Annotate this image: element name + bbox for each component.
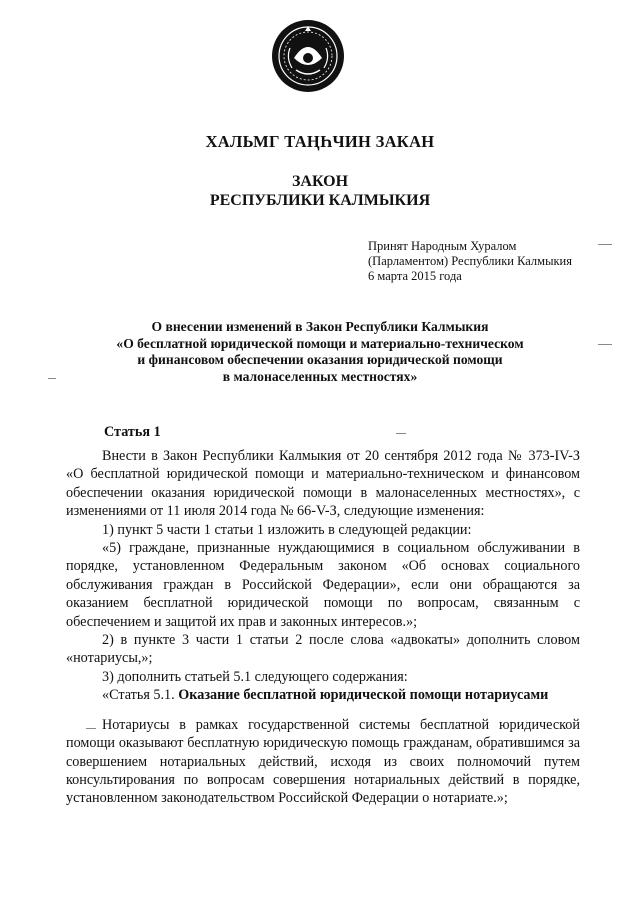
scan-mark xyxy=(48,378,56,379)
item-1-quote: «5) граждане, признанные нуждающимися в социальном обслуживании в порядке, установленном Федеральным законом «Об основах социального обслуживания граждан в Российской Федерации», если они обращаются за оказанием бесплатной юридической помощи по вопросам, связанным с обеспечением и защитой их прав и законных интересов.»; xyxy=(66,540,580,630)
new-article-heading xyxy=(66,686,580,704)
item-1: 1) пункт 5 части 1 статьи 1 изложить в следующей редакции: xyxy=(102,521,472,538)
title-russian xyxy=(0,172,640,210)
title-russian-line2: РЕСПУБЛИКИ КАЛМЫКИЯ xyxy=(209,192,431,209)
adoption-note xyxy=(368,239,572,284)
title-kalmyk: ХАЛЬМГ ТАҢҺЧИН ЗАКАН xyxy=(205,132,435,151)
scan-mark xyxy=(598,244,612,245)
new-article-title: Оказание бесплатной юридической помощи нотариусами xyxy=(178,687,549,704)
adoption-line2: (Парламентом) Республики Калмыкия xyxy=(368,254,572,268)
scan-mark xyxy=(598,344,612,345)
law-title-line3: и финансовом обеспечении оказания юридической помощи xyxy=(137,352,503,367)
coat-of-arms-kalmykia-icon xyxy=(270,18,346,94)
item-2: 2) в пункте 3 части 1 статьи 2 после слова «адвокаты» дополнить словом «нотариусы,»; xyxy=(66,632,580,667)
law-title-line1: О внесении изменений в Закон Республики Калмыкия xyxy=(151,319,489,334)
law-title-line2: «О бесплатной юридической помощи и материально-техническом xyxy=(116,335,524,351)
article-1-heading: Статья 1 xyxy=(104,424,161,440)
item-3: 3) дополнить статьей 5.1 следующего содержания: xyxy=(102,668,408,685)
new-article-text: Нотариусы в рамках государственной системы бесплатной юридической помощи оказывают бесплатную юридическую помощь гражданам, обратившимся за совершением нотариальных действий, исходя из своих полномочий путем консультирования по вопросам совершения нотариальных действий в порядке, установленном законодательством Российской Федерации о нотариате.»; xyxy=(66,716,580,807)
article-1-body xyxy=(66,447,580,808)
adoption-line1: Принят Народным Хуралом xyxy=(368,239,517,253)
law-title xyxy=(60,319,580,385)
title-russian-line1: ЗАКОН xyxy=(291,173,349,190)
scan-mark xyxy=(396,433,406,434)
law-title-line4: в малонаселенных местностях» xyxy=(222,368,418,384)
adoption-date: 6 марта 2015 года xyxy=(368,269,462,283)
article-1-intro: Внести в Закон Республики Калмыкия от 20 сентября 2012 года № 373-IV-З «О бесплатной юридической помощи и материально-техническом и финансовом обеспечении оказания юридической помощи в малонаселенных местностях», с изменениями от 11 июля 2014 года № 66-V-З, следующие изменения: xyxy=(66,448,580,520)
new-article-prefix: «Статья 5.1. xyxy=(102,687,179,704)
scan-mark xyxy=(86,728,96,729)
